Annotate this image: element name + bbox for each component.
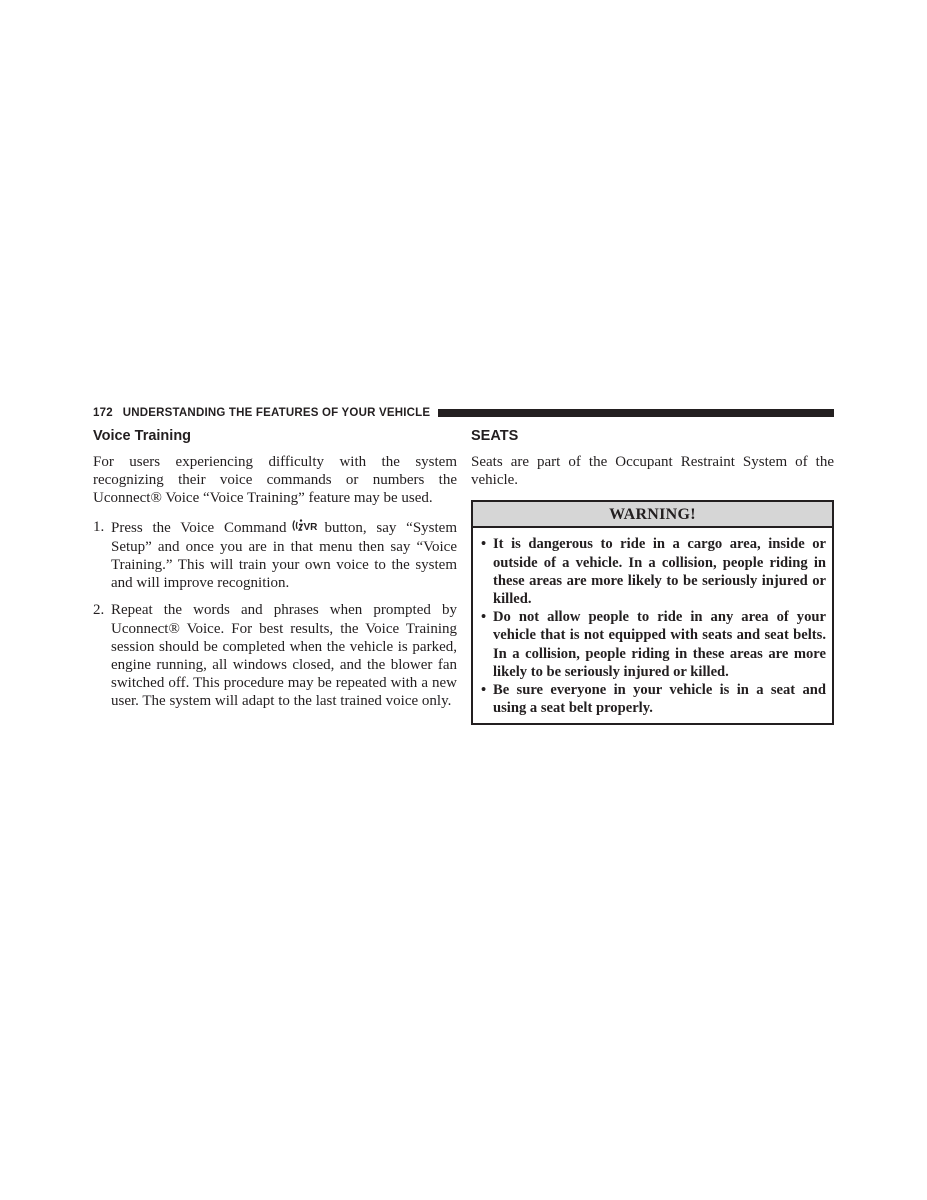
warning-box [471, 500, 834, 725]
warning-item [481, 608, 826, 681]
voice-training-heading: Voice Training [93, 428, 192, 444]
bullet-icon: • [481, 536, 487, 553]
step-item [93, 518, 457, 593]
voice-training-steps [93, 518, 457, 711]
voice-training-intro: For users experiencing difficulty with the system recognizing their voice commands or numbers the Uconnect® Voice “Voice Training” feature may be used. [93, 454, 457, 507]
bullet-icon: • [481, 609, 487, 626]
step-text-after-icon: button, say “System Setup” and once you are in that menu then say “Voice Training.” This will train your own voice to the system and will improve recognition. [111, 519, 457, 592]
warning-list [473, 528, 832, 723]
voice-command-vr-icon [291, 518, 324, 538]
step-item [93, 601, 457, 710]
warning-text: Be sure everyone in your vehicle is in a seat and using a seat belt properly. [493, 682, 826, 717]
step-number: 1. [93, 518, 105, 535]
step-text: Repeat the words and phrases when prompted by Uconnect® Voice. For best results, the Voice Training session should be completed when the vehicle is parked, engine running, all windows closed, and the blower fan switched off. This procedure may be repeated with a new user. The system will adapt to the last trained voice only. [111, 602, 457, 710]
running-head: UNDERSTANDING THE FEATURES OF YOUR VEHICLE [122, 407, 431, 419]
voice-training-section [93, 426, 457, 720]
warning-text: It is dangerous to ride in a cargo area, inside or outside of a vehicle. In a collision, people riding in these areas are more likely to be seriously injured or killed. [493, 536, 826, 608]
seats-section [471, 426, 834, 725]
step-number: 2. [93, 602, 105, 619]
page-number: 172 [93, 407, 113, 419]
header-rule [438, 409, 834, 417]
svg-text:VR: VR [303, 521, 317, 533]
warning-title: WARNING! [473, 502, 832, 528]
page-header [93, 405, 834, 421]
warning-text: Do not allow people to ride in any area of your vehicle that is not equipped with seats and seat belts. In a collision, people riding in these areas are more likely to be seriously injured or killed. [493, 609, 826, 680]
bullet-icon: • [481, 682, 487, 699]
warning-item [481, 681, 826, 717]
seats-heading: SEATS [471, 428, 519, 444]
step-text-before-icon: Press the Voice Command [111, 519, 287, 536]
step-text [111, 518, 457, 593]
seats-intro: Seats are part of the Occupant Restraint System of the vehicle. [471, 454, 834, 489]
warning-item [481, 535, 826, 608]
